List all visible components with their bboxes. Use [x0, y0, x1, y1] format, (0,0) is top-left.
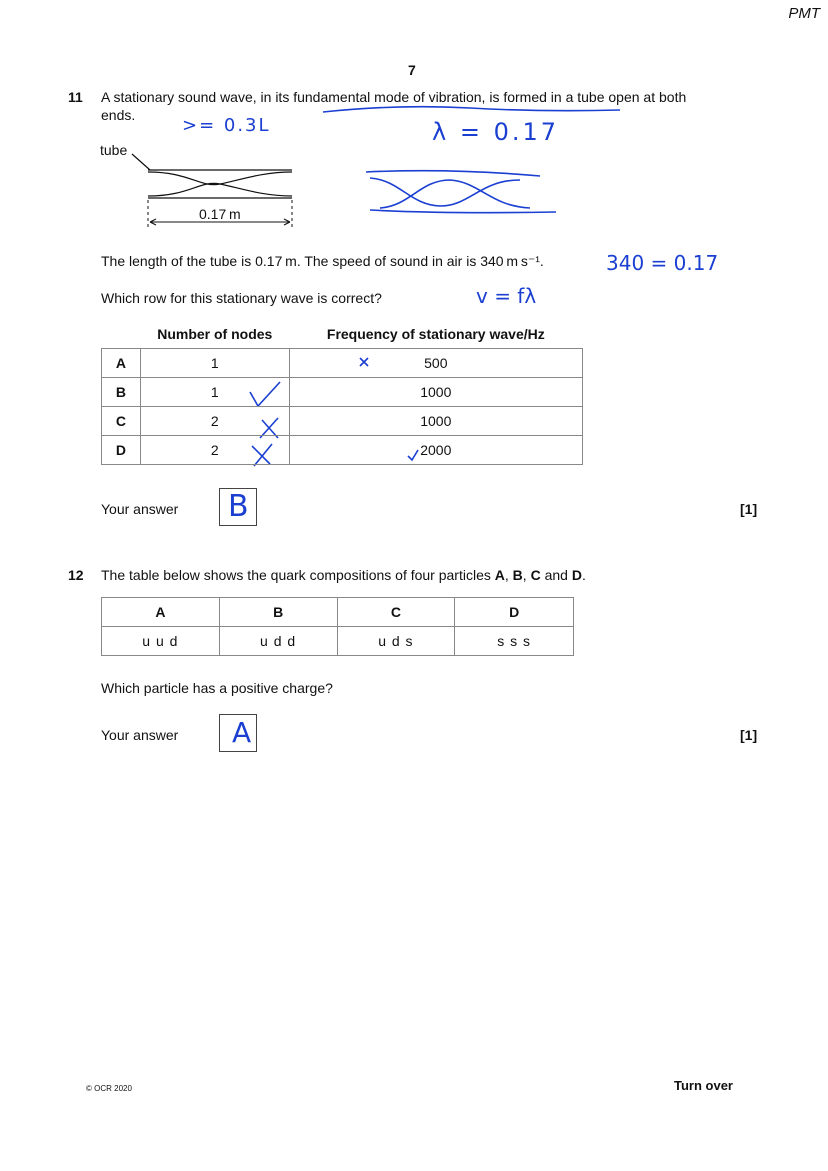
tube-diagram: [132, 154, 292, 198]
row-frequency: 500: [289, 349, 582, 378]
handwritten-note-1: >= 0.3L: [182, 115, 271, 136]
q12-text-part: The table below shows the quark compositions of four particles: [101, 567, 495, 583]
question-12-answer-box[interactable]: [219, 714, 257, 752]
q12-text-part: ,: [504, 567, 513, 583]
tube-label: tube: [100, 142, 128, 158]
turn-over: Turn over: [674, 1078, 733, 1093]
question-11-marks: [1]: [740, 501, 758, 517]
quark-composition: u d d: [219, 627, 337, 656]
page-number: 7: [408, 62, 416, 78]
question-12-number: 12: [68, 567, 84, 583]
quark-composition: s s s: [455, 627, 574, 656]
row-letter: C: [102, 407, 141, 436]
row-letter: B: [102, 378, 141, 407]
q12-text-part: ,: [522, 567, 531, 583]
handwritten-note-2: λ = 0.17: [432, 118, 560, 146]
table-row: [102, 407, 583, 436]
handwritten-note-4: v = fλ: [476, 284, 537, 308]
handwritten-wave-sketch: [366, 171, 556, 213]
particle-header: C: [337, 598, 455, 627]
row-nodes: 1: [140, 349, 289, 378]
q12-text-part: C: [530, 567, 541, 583]
question-12-answer-label: Your answer: [101, 727, 179, 743]
q12-text-part: .: [581, 567, 586, 583]
row-nodes: 2: [140, 436, 289, 465]
question-12-answer: A: [232, 716, 252, 749]
table-row: [102, 349, 583, 378]
question-11-line-2: ends.: [101, 107, 136, 123]
row-nodes: 1: [140, 378, 289, 407]
particle-header: D: [455, 598, 574, 627]
row-frequency: 1000: [289, 407, 582, 436]
row-frequency: 1000: [289, 378, 582, 407]
corner-label: PMT: [788, 5, 820, 22]
question-12-question: Which particle has a positive charge?: [101, 680, 333, 696]
question-12-table: [101, 597, 574, 656]
row-frequency: 2000: [289, 436, 582, 465]
question-11-table: [101, 320, 583, 465]
handwritten-note-3: 340 = 0.17: [606, 251, 719, 275]
q12-text-part: D: [571, 567, 582, 583]
question-11-answer-label: Your answer: [101, 501, 179, 517]
particle-header: A: [102, 598, 220, 627]
q12-text-part: B: [512, 567, 523, 583]
quark-composition: u u d: [102, 627, 220, 656]
question-11-number: 11: [68, 89, 83, 105]
q12-text-part: A: [494, 567, 505, 583]
copyright: © OCR 2020: [86, 1084, 132, 1093]
row-letter: D: [102, 436, 141, 465]
quark-composition: u d s: [337, 627, 455, 656]
question-11-sentence-1: The length of the tube is 0.17 m. The speed of sound in air is 340 m s⁻¹.: [101, 253, 544, 269]
question-11-sentence-2: Which row for this stationary wave is correct?: [101, 290, 382, 306]
row-letter: A: [102, 349, 141, 378]
question-11-answer-box[interactable]: [219, 488, 257, 526]
table-row: [102, 436, 583, 465]
question-12-marks: [1]: [740, 727, 758, 743]
particle-header: B: [219, 598, 337, 627]
tube-length-label: 0.17 m: [199, 206, 241, 222]
row-nodes: 2: [140, 407, 289, 436]
table-row: [102, 378, 583, 407]
header-frequency: Frequency of stationary wave/Hz: [289, 320, 582, 349]
question-11-answer: B: [228, 489, 249, 524]
question-12-text: [101, 566, 586, 584]
question-11-line-1: A stationary sound wave, in its fundamental mode of vibration, is formed in a tube open at both: [101, 89, 687, 105]
header-nodes: Number of nodes: [140, 320, 289, 349]
header-letter: [102, 320, 141, 349]
q12-text-part: and: [540, 567, 572, 583]
